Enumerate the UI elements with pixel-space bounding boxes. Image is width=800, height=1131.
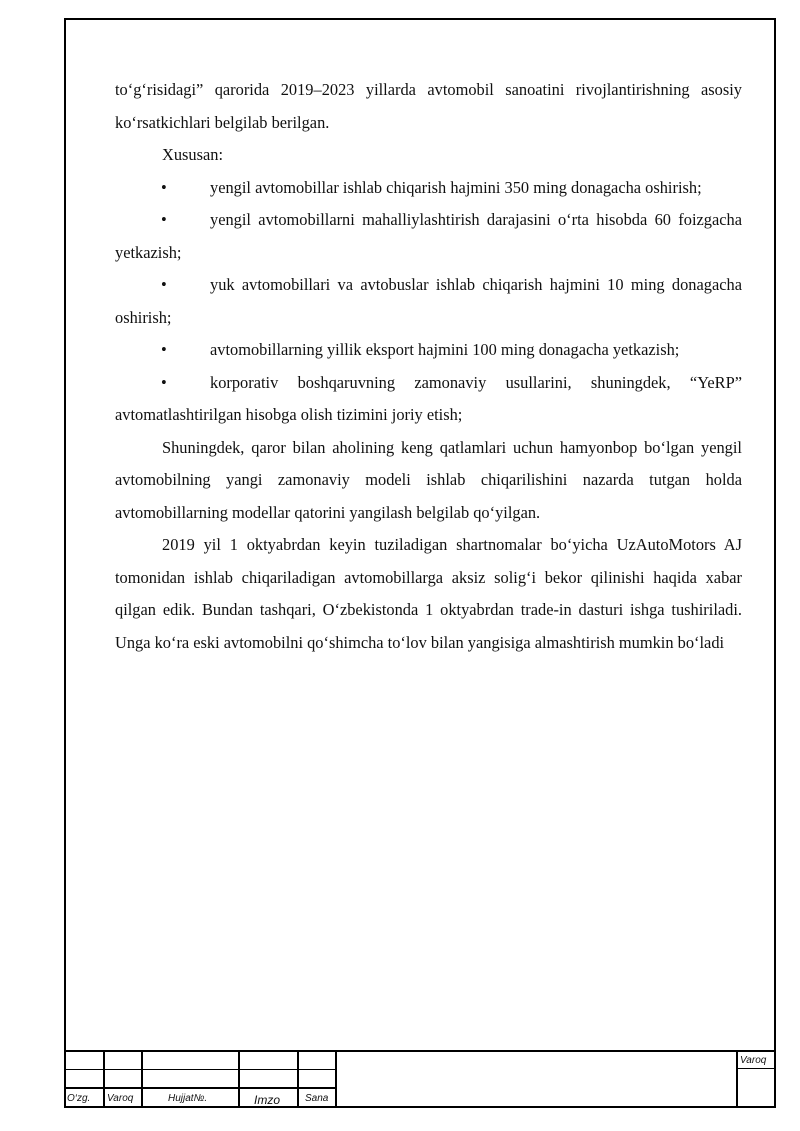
list-item bbox=[115, 172, 742, 205]
list-item-text: yuk avtomobillari va avtobuslar ishlab chiqarish hajmini 10 ming donagacha oshirish; bbox=[115, 275, 742, 327]
paragraph-shuningdek: Shuningdek, qaror bilan aholining keng qatlamlari uchun hamyonbop bo‘lgan yengil avtomobilning yangi zamonaviy modeli ishlab chiqarilishini nazarda tutgan holda avtomobillarning modellar qatorini yangilash belgilab qo‘yilgan. bbox=[115, 437, 742, 522]
paragraph-intro: to‘g‘risidagi” qarorida 2019–2023 yillarda avtomobil sanoatini rivojlantirishning asosiy ko‘rsatkichlari belgilab berilgan. bbox=[115, 80, 742, 132]
list-item bbox=[115, 204, 742, 269]
title-block-col-line bbox=[141, 1050, 143, 1108]
title-block-col-line bbox=[335, 1050, 337, 1108]
document-body bbox=[115, 74, 742, 659]
list-item-text: korporativ boshqaruvning zamonaviy usullarini, shuningdek, “YeRP” avtomatlashtirilgan hisobga olish tizimini joriy etish; bbox=[115, 372, 742, 424]
label-sana: Sana bbox=[305, 1093, 329, 1104]
bullet-icon: • bbox=[161, 177, 167, 197]
list-item-text: yengil avtomobillar ishlab chiqarish hajmini 350 ming donagacha oshirish; bbox=[210, 177, 702, 197]
label-ozg: O‘zg. bbox=[67, 1093, 91, 1104]
list-item-text: avtomobillarning yillik eksport hajmini 100 ming donagacha yetkazish; bbox=[210, 340, 680, 359]
title-block bbox=[64, 1050, 776, 1108]
list-item bbox=[115, 269, 742, 334]
title-block-varoq-line bbox=[737, 1068, 776, 1069]
bullet-icon: • bbox=[161, 340, 167, 359]
bullet-icon: • bbox=[161, 210, 167, 229]
title-block-col-line bbox=[103, 1050, 105, 1108]
bullet-icon: • bbox=[161, 275, 167, 294]
paragraph-oktyabr: 2019 yil 1 oktyabrdan keyin tuziladigan shartnomalar bo‘yicha UzAutoMotors AJ tomonidan ishlab chiqariladigan avtomobillarga aksiz solig‘i bekor qilinishi haqida xabar qilgan edik. Bundan tashqari, O‘zbekistonda 1 oktyabrdan trade-in dasturi ishga tushiriladi. Unga ko‘ra eski avtomobilni qo‘shimcha to‘lov bilan yangisiga almashtirish mumkin bo‘ladi bbox=[115, 535, 742, 652]
list-item bbox=[115, 334, 742, 367]
label-imzo: Imzo bbox=[254, 1093, 281, 1107]
title-block-col-line bbox=[238, 1050, 240, 1108]
label-varoq-right: Varoq bbox=[740, 1055, 767, 1066]
list-item-text: yengil avtomobillarni mahalliylashtirish darajasini o‘rta hisobda 60 foizgacha yetkazish; bbox=[115, 210, 742, 262]
label-hujjat: Hujjat№. bbox=[168, 1093, 208, 1104]
label-varoq: Varoq bbox=[107, 1093, 134, 1104]
list-item bbox=[115, 367, 742, 432]
title-block-top-border bbox=[64, 1050, 776, 1052]
paragraph-xususan: Xususan: bbox=[162, 145, 224, 164]
bullet-icon: • bbox=[161, 372, 167, 392]
title-block-col-line bbox=[297, 1050, 299, 1108]
title-block-col-line bbox=[736, 1050, 738, 1108]
